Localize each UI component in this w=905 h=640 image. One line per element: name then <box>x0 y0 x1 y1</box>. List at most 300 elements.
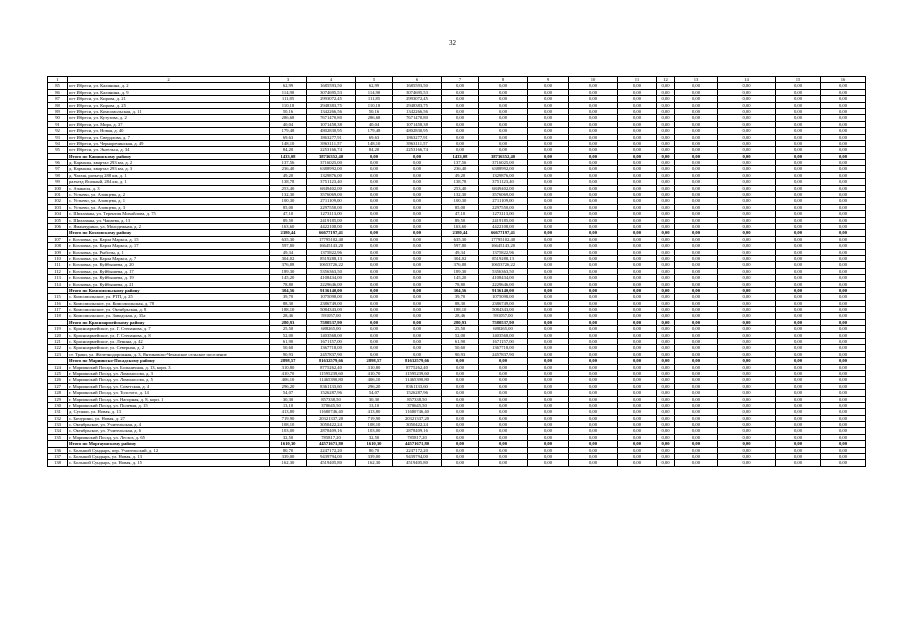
value-cell: 0,00 <box>393 179 442 185</box>
value-cell: 0,00 <box>393 172 442 178</box>
row-number: 104 <box>48 211 68 217</box>
value-cell: 0,00 <box>618 108 657 114</box>
address-cell: с. Большой Сундырь, ул. Новая, д. 13 <box>68 454 270 460</box>
value-cell: 0,00 <box>393 211 442 217</box>
value-cell: 0,00 <box>479 147 528 153</box>
value-cell: 0,00 <box>821 364 866 370</box>
value-cell: 2457837,90 <box>307 351 356 357</box>
value-cell: 0,00 <box>776 428 821 434</box>
value-cell: 3716025,00 <box>307 160 356 166</box>
value-cell: 0,00 <box>675 364 718 370</box>
value-cell: 0,00 <box>528 236 569 242</box>
value-cell: 0,00 <box>528 230 569 236</box>
value-cell: 0,00 <box>776 441 821 447</box>
header-cell: 4 <box>307 77 356 83</box>
value-cell: 0,00 <box>479 108 528 114</box>
value-cell: 100,30 <box>270 198 307 204</box>
address-cell: г. Козловка, ул. Рыбозы, д. 1 <box>68 249 270 255</box>
value-cell: 0,00 <box>821 441 866 447</box>
value-cell: 0,00 <box>776 300 821 306</box>
value-cell: 0,00 <box>675 294 718 300</box>
value-cell: 0,00 <box>718 134 776 140</box>
value-cell: 0,00 <box>618 332 657 338</box>
value-cell: 0,00 <box>776 454 821 460</box>
value-cell: 0,00 <box>718 319 776 325</box>
value-cell: 0,00 <box>528 185 569 191</box>
value-cell: 30,30 <box>270 396 307 402</box>
value-cell: 0,00 <box>776 217 821 223</box>
value-cell: 0,00 <box>657 172 675 178</box>
value-cell: 0,00 <box>442 147 479 153</box>
value-cell: 0,00 <box>776 402 821 408</box>
value-cell: 0,00 <box>356 230 393 236</box>
value-cell: 0,00 <box>528 89 569 95</box>
header-cell: 5 <box>356 77 393 83</box>
value-cell: 28,46 <box>270 313 307 319</box>
value-cell: 0,00 <box>442 358 479 364</box>
value-cell: 0,00 <box>675 217 718 223</box>
value-cell: 148,10 <box>270 140 307 146</box>
value-cell: 0,00 <box>569 313 618 319</box>
value-cell: 0,00 <box>393 332 442 338</box>
value-cell: 0,00 <box>657 115 675 121</box>
address-cell: с. Яманчурино, ул. Молодежная, д. 2 <box>68 223 270 229</box>
value-cell: 0,00 <box>356 319 393 325</box>
value-cell: 0,00 <box>528 255 569 261</box>
value-cell: 0,00 <box>442 454 479 460</box>
value-cell: 0,00 <box>393 249 442 255</box>
value-cell: 6849402,00 <box>479 185 528 191</box>
value-cell: 8519288,13 <box>479 255 528 261</box>
value-cell: 11680746,40 <box>393 409 442 415</box>
value-cell: 0,00 <box>657 89 675 95</box>
value-cell: 0,00 <box>569 102 618 108</box>
value-cell: 0,00 <box>821 332 866 338</box>
row-number: 112 <box>48 268 68 274</box>
value-cell: 0,00 <box>821 179 866 185</box>
value-cell: 0,00 <box>776 358 821 364</box>
value-cell: 0,00 <box>393 307 442 313</box>
value-cell: 20321337,20 <box>307 415 356 421</box>
value-cell: 0,00 <box>569 198 618 204</box>
value-cell: 0,00 <box>569 140 618 146</box>
value-cell: 0,00 <box>618 402 657 408</box>
value-cell: 0,00 <box>528 243 569 249</box>
value-cell: 0,00 <box>675 339 718 345</box>
value-cell: 0,00 <box>657 332 675 338</box>
value-cell: 0,00 <box>618 115 657 121</box>
value-cell: 0,00 <box>821 377 866 383</box>
value-cell: 0,00 <box>618 351 657 357</box>
value-cell: 0,00 <box>821 300 866 306</box>
value-cell: 0,00 <box>657 351 675 357</box>
row-number: 113 <box>48 275 68 281</box>
value-cell: 0,00 <box>821 204 866 210</box>
value-cell: 0,00 <box>821 339 866 345</box>
value-cell: 163,60 <box>442 223 479 229</box>
value-cell: 39,70 <box>442 294 479 300</box>
value-cell: 0,00 <box>776 153 821 159</box>
value-cell: 100,30 <box>442 198 479 204</box>
value-cell: 0,00 <box>569 294 618 300</box>
value-cell: 0,00 <box>675 192 718 198</box>
row-number: 90 <box>48 115 68 121</box>
value-cell: 0,00 <box>618 428 657 434</box>
value-cell: 0,00 <box>776 275 821 281</box>
value-cell: 0,00 <box>356 287 393 293</box>
value-cell: 0,00 <box>393 319 442 325</box>
value-cell: 0,00 <box>528 96 569 102</box>
value-cell: 370645,50 <box>393 402 442 408</box>
value-cell: 81632579,66 <box>393 358 442 364</box>
value-cell: 0,00 <box>528 134 569 140</box>
value-cell: 17795102,40 <box>307 236 356 242</box>
value-cell: 9439794,00 <box>393 454 442 460</box>
value-cell: 0,00 <box>569 243 618 249</box>
value-cell: 0,00 <box>442 428 479 434</box>
value-cell: 30,30 <box>356 396 393 402</box>
value-cell: 286,68 <box>356 115 393 121</box>
value-cell: 66677197,41 <box>479 230 528 236</box>
value-cell: 0,00 <box>356 217 393 223</box>
value-cell: 49,34 <box>442 249 479 255</box>
value-cell: 0,00 <box>479 409 528 415</box>
value-cell: 0,00 <box>675 422 718 428</box>
value-cell: 0,00 <box>675 447 718 453</box>
value-cell: 0,00 <box>569 166 618 172</box>
value-cell: 0,00 <box>657 454 675 460</box>
value-cell: 4519405,80 <box>307 460 356 466</box>
value-cell: 66677197,41 <box>307 230 356 236</box>
value-cell: 0,00 <box>528 402 569 408</box>
value-cell: 0,00 <box>821 294 866 300</box>
value-cell: 0,00 <box>718 300 776 306</box>
row-number: 114 <box>48 281 68 287</box>
value-cell: 0,00 <box>618 447 657 453</box>
value-cell: 0,00 <box>569 351 618 357</box>
address-cell: пгт Ибреси, ул. Калинина, д. 9 <box>68 89 270 95</box>
value-cell: 0,00 <box>356 192 393 198</box>
row-number: 137 <box>48 454 68 460</box>
value-cell: 189,30 <box>442 268 479 274</box>
value-cell: 719,90 <box>270 415 307 421</box>
row-number: 124 <box>48 364 68 370</box>
value-cell: 0,00 <box>569 409 618 415</box>
value-cell: 78,80 <box>270 281 307 287</box>
value-cell: 0,00 <box>718 147 776 153</box>
value-cell: 0,00 <box>528 102 569 108</box>
row-number: 86 <box>48 89 68 95</box>
value-cell: 0,00 <box>675 153 718 159</box>
value-cell: 0,00 <box>776 243 821 249</box>
row-number: 126 <box>48 377 68 383</box>
row-number: 120 <box>48 332 68 338</box>
district-total-label: Итого по Красноармейскому району <box>68 319 270 325</box>
value-cell: 0,00 <box>718 249 776 255</box>
value-cell: 0,00 <box>718 447 776 453</box>
address-cell: с. Красноармейское, ул. Северная, д. 2 <box>68 345 270 351</box>
row-number: 107 <box>48 236 68 242</box>
value-cell: 52,00 <box>270 332 307 338</box>
address-cell: с. Большой Сундырь, ул. Новая, д. 15 <box>68 460 270 466</box>
value-cell: 0,00 <box>528 140 569 146</box>
row-number: 132 <box>48 415 68 421</box>
value-cell: 0,00 <box>618 409 657 415</box>
value-cell: 0,00 <box>657 370 675 376</box>
value-cell: 0,00 <box>821 211 866 217</box>
value-cell: 0,00 <box>657 441 675 447</box>
header-cell: 13 <box>675 77 718 83</box>
value-cell: 90,93 <box>442 351 479 357</box>
value-cell: 0,00 <box>821 275 866 281</box>
value-cell: 2253166,74 <box>393 147 442 153</box>
value-cell: 0,00 <box>356 249 393 255</box>
value-cell: 0,00 <box>442 383 479 389</box>
value-cell: 0,00 <box>657 230 675 236</box>
value-cell: 0,00 <box>393 281 442 287</box>
address-cell: с. Красноармейское, ул. Г. Степанова, д. 7 <box>68 326 270 332</box>
value-cell: 0,00 <box>356 255 393 261</box>
value-cell: 0,00 <box>718 377 776 383</box>
value-cell: 3716025,00 <box>479 160 528 166</box>
value-cell: 0,00 <box>356 223 393 229</box>
value-cell: 0,00 <box>479 96 528 102</box>
value-cell: 0,00 <box>393 204 442 210</box>
value-cell: 0,00 <box>479 364 528 370</box>
address-cell: с. Устьево, ул. Азовцева, д. 1 <box>68 198 270 204</box>
value-cell: 0,00 <box>821 434 866 440</box>
value-cell: 0,00 <box>821 236 866 242</box>
value-cell: 0,00 <box>618 313 657 319</box>
value-cell: 0,00 <box>657 147 675 153</box>
value-cell: 1329876,00 <box>479 172 528 178</box>
value-cell: 0,00 <box>675 351 718 357</box>
value-cell: 0,00 <box>528 121 569 127</box>
value-cell: 0,00 <box>618 147 657 153</box>
value-cell: 0,00 <box>718 230 776 236</box>
row-number: 100 <box>48 185 68 191</box>
row-number: 119 <box>48 326 68 332</box>
value-cell: 0,00 <box>569 358 618 364</box>
value-cell: 4108434,00 <box>307 275 356 281</box>
value-cell: 25,50 <box>270 326 307 332</box>
address-cell: с. Устьево, ул. Азовцева, д. 3 <box>68 204 270 210</box>
value-cell: 1273113,00 <box>479 211 528 217</box>
district-total-label: Итого по Моргаушскому району <box>68 441 270 447</box>
value-cell: 0,00 <box>618 230 657 236</box>
value-cell: 0,00 <box>718 223 776 229</box>
value-cell: 0,00 <box>479 460 528 466</box>
value-cell: 0,00 <box>675 402 718 408</box>
value-cell: 0,00 <box>393 192 442 198</box>
value-cell: 1071458,38 <box>307 121 356 127</box>
value-cell: 0,00 <box>393 230 442 236</box>
value-cell: 2898,57 <box>270 358 307 364</box>
value-cell: 0,00 <box>618 345 657 351</box>
value-cell: 0,00 <box>675 300 718 306</box>
value-cell: 0,00 <box>657 364 675 370</box>
value-cell: 0,00 <box>821 287 866 293</box>
value-cell: 0,00 <box>657 179 675 185</box>
value-cell: 0,00 <box>776 319 821 325</box>
value-cell: 0,00 <box>718 96 776 102</box>
address-cell: д. Чагаш, разъезд 288 км, д. 1 <box>68 172 270 178</box>
value-cell: 0,00 <box>776 422 821 428</box>
value-cell: 2419185,00 <box>479 217 528 223</box>
value-cell: 253,40 <box>270 185 307 191</box>
value-cell: 1685593,50 <box>307 83 356 89</box>
value-cell: 0,00 <box>356 300 393 306</box>
value-cell: 0,00 <box>479 447 528 453</box>
value-cell: 0,00 <box>657 307 675 313</box>
row-number: 138 <box>48 460 68 466</box>
value-cell: 0,00 <box>479 89 528 95</box>
value-cell: 61,90 <box>270 339 307 345</box>
value-cell: 2993072,45 <box>307 96 356 102</box>
value-cell: 0,00 <box>821 115 866 121</box>
value-cell: 0,00 <box>569 326 618 332</box>
value-cell: 62,99 <box>270 83 307 89</box>
address-cell: г. Козловка, ул. Куйбышева, д. 19 <box>68 275 270 281</box>
value-cell: 0,00 <box>718 313 776 319</box>
value-cell: 0,00 <box>821 185 866 191</box>
value-cell: 16645143,20 <box>307 243 356 249</box>
value-cell: 304,56 <box>270 287 307 293</box>
address-cell: пгт Ибреси, ул. Комсомольская, д. 11 <box>68 108 270 114</box>
value-cell: 0,00 <box>528 211 569 217</box>
value-cell: 0,00 <box>479 128 528 134</box>
value-cell: 0,00 <box>776 434 821 440</box>
value-cell: 28,46 <box>442 313 479 319</box>
value-cell: 0,00 <box>356 294 393 300</box>
value-cell: 84,20 <box>270 147 307 153</box>
value-cell: 0,00 <box>528 390 569 396</box>
value-cell: 0,00 <box>569 364 618 370</box>
value-cell: 0,00 <box>442 96 479 102</box>
value-cell: 0,00 <box>821 422 866 428</box>
value-cell: 0,00 <box>618 460 657 466</box>
value-cell: 69,63 <box>356 134 393 140</box>
value-cell: 0,00 <box>657 396 675 402</box>
value-cell: 0,00 <box>821 89 866 95</box>
value-cell: 0,00 <box>569 275 618 281</box>
value-cell: 0,00 <box>442 115 479 121</box>
value-cell: 0,00 <box>569 89 618 95</box>
value-cell: 597,80 <box>442 243 479 249</box>
value-cell: 0,00 <box>718 128 776 134</box>
row-number: 105 <box>48 217 68 223</box>
value-cell: 0,00 <box>675 140 718 146</box>
value-cell: 85,00 <box>442 204 479 210</box>
value-cell: 0,00 <box>393 223 442 229</box>
value-cell: 0,00 <box>442 364 479 370</box>
value-cell: 0,00 <box>528 83 569 89</box>
header-cell: 7 <box>442 77 479 83</box>
value-cell: 280,93 <box>270 319 307 325</box>
value-cell: 0,00 <box>821 217 866 223</box>
address-cell: г. Козловка, ул. Карла Маркса, д. 17 <box>68 243 270 249</box>
value-cell: 0,00 <box>776 223 821 229</box>
row-number: 125 <box>48 370 68 376</box>
row-number: 115 <box>48 294 68 300</box>
value-cell: 2253166,74 <box>307 147 356 153</box>
value-cell: 0,00 <box>657 294 675 300</box>
value-cell: 0,00 <box>821 102 866 108</box>
value-cell: 0,00 <box>776 255 821 261</box>
value-cell: 0,00 <box>675 128 718 134</box>
value-cell: 0,00 <box>569 211 618 217</box>
value-cell: 2380,44 <box>442 230 479 236</box>
value-cell: 4519405,80 <box>393 460 442 466</box>
value-cell: 0,00 <box>528 428 569 434</box>
value-cell: 0,00 <box>718 415 776 421</box>
value-cell: 0,00 <box>618 185 657 191</box>
data-table <box>47 76 866 467</box>
value-cell: 0,00 <box>776 313 821 319</box>
value-cell: 0,00 <box>657 383 675 389</box>
value-cell: 0,00 <box>528 319 569 325</box>
value-cell: 0,00 <box>528 223 569 229</box>
value-cell: 0,00 <box>776 179 821 185</box>
value-cell: 0,00 <box>675 326 718 332</box>
value-cell: 0,00 <box>442 370 479 376</box>
value-cell: 0,00 <box>675 275 718 281</box>
value-cell: 0,00 <box>569 108 618 114</box>
value-cell: 0,00 <box>356 313 393 319</box>
value-cell: 688265,00 <box>307 326 356 332</box>
value-cell: 0,00 <box>356 268 393 274</box>
value-cell: 0,00 <box>657 211 675 217</box>
value-cell: 0,00 <box>776 447 821 453</box>
value-cell: 0,00 <box>821 83 866 89</box>
value-cell: 0,00 <box>528 108 569 114</box>
value-cell: 0,00 <box>569 370 618 376</box>
value-cell: 0,00 <box>618 307 657 313</box>
value-cell: 0,00 <box>675 108 718 114</box>
value-cell: 0,00 <box>356 326 393 332</box>
district-total-label: Итого по Мариинско-Посадскому району <box>68 358 270 364</box>
value-cell: 0,00 <box>618 102 657 108</box>
address-cell: пгт Ибреси, ул. Новая, д. 40 <box>68 128 270 134</box>
value-cell: 3576069,00 <box>479 192 528 198</box>
value-cell: 2419185,00 <box>307 217 356 223</box>
value-cell: 0,00 <box>657 447 675 453</box>
header-cell: 14 <box>718 77 776 83</box>
value-cell: 2948383,75 <box>393 102 442 108</box>
value-cell: 0,00 <box>821 319 866 325</box>
value-cell: 0,00 <box>528 115 569 121</box>
value-cell: 0,00 <box>618 223 657 229</box>
value-cell: 0,00 <box>776 121 821 127</box>
value-cell: 0,00 <box>618 415 657 421</box>
value-cell: 0,00 <box>657 243 675 249</box>
value-cell: 84,20 <box>356 147 393 153</box>
value-cell: 0,00 <box>776 307 821 313</box>
value-cell: 0,00 <box>528 370 569 376</box>
value-cell: 0,00 <box>618 294 657 300</box>
address-cell: г. Козловка, ул. Карла Маркса, д. 15 <box>68 236 270 242</box>
value-cell: 0,00 <box>528 383 569 389</box>
value-cell: 1863277,91 <box>307 134 356 140</box>
value-cell: 0,00 <box>618 217 657 223</box>
value-cell: 0,00 <box>528 396 569 402</box>
value-cell: 0,00 <box>356 243 393 249</box>
value-cell: 0,00 <box>821 172 866 178</box>
value-cell: 1071458,38 <box>393 121 442 127</box>
value-cell: 0,00 <box>657 96 675 102</box>
value-cell: 0,00 <box>442 441 479 447</box>
value-cell: 0,00 <box>675 396 718 402</box>
